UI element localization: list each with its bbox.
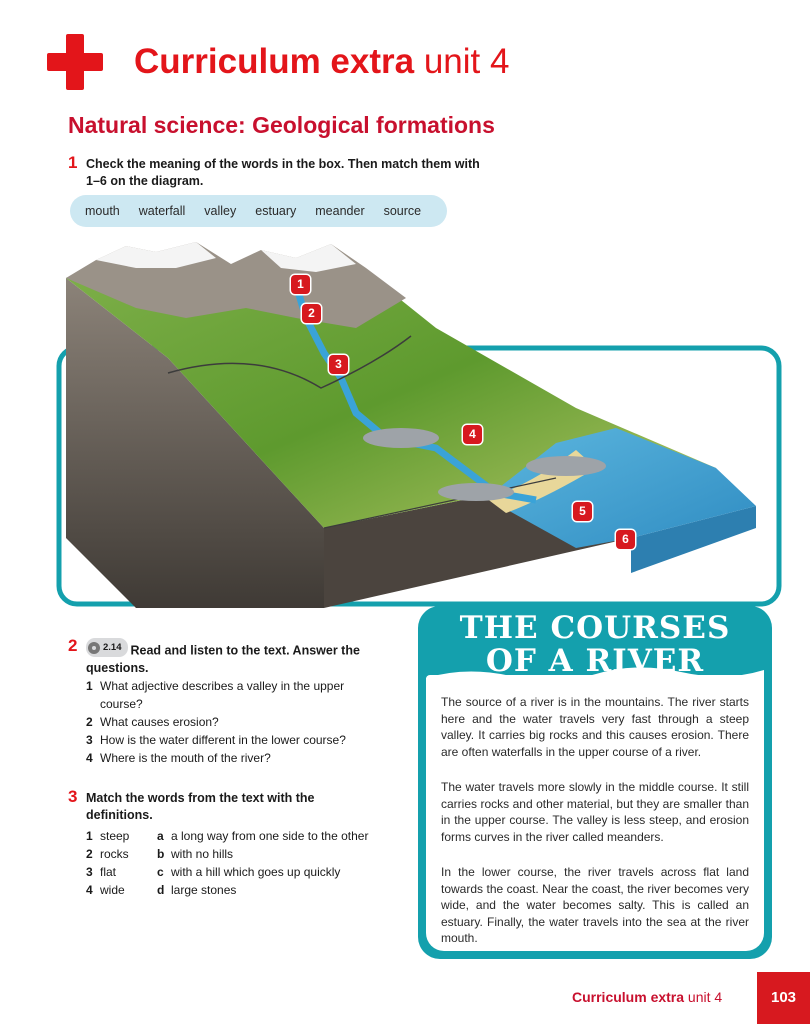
diagram-marker-4: 4 [463,425,482,444]
word-box-item: valley [204,204,237,218]
exercise-3-number: 3 [68,787,78,806]
river-diagram [56,238,786,608]
match-word: 3 flat [86,865,117,879]
page-title: Curriculum extra unit 4 [134,42,510,81]
exercise-1-number: 1 [68,153,78,172]
page-number: 103 [757,972,810,1024]
match-definition: b with no hills [157,847,234,861]
audio-track-badge[interactable]: 2.14 [86,638,128,657]
cd-icon [88,642,100,654]
reading-paragraph: The source of a river is in the mountains. The river starts here and the water travels very fast through a steep valley. It carries big rocks and this causes erosion. There are often waterfalls in the upper course of a river. [441,695,749,759]
question-item: 3 How is the water different in the lower course? [86,733,346,747]
exercise-1-instructions: Check the meaning of the words in the box. Then match them with 1–6 on the diagram. [86,157,480,188]
match-definition: c with a hill which goes up quickly [157,865,341,879]
word-box-item: source [383,204,422,218]
match-word: 2 rocks [86,847,129,861]
exercise-2-number: 2 [68,636,78,655]
diagram-marker-2: 2 [302,304,321,323]
word-box-item: meander [315,204,365,218]
diagram-marker-1: 1 [291,275,310,294]
plus-icon-bar [47,53,103,71]
match-definition: a a long way from one side to the other [157,829,369,843]
exercise-3-instructions: Match the words from the text with the definitions. [86,791,315,822]
word-box [70,195,447,227]
diagram-marker-3: 3 [329,355,348,374]
word-box-item: estuary [255,204,297,218]
reading-title: THE COURSES OF A RIVER [459,610,731,679]
reading-paragraph: The water travels more slowly in the middle course. It still carries rocks and other material, but they are smaller than in the upper course. The valley is less steep, and erosion forms curves in the river called meanders. [441,780,749,844]
question-item: 1 What adjective describes a valley in the upper [86,679,345,693]
question-item: course? [100,697,143,711]
word-box-item: waterfall [138,204,186,218]
question-item: 4 Where is the mouth of the river? [86,751,271,765]
word-box-item: mouth [85,204,120,218]
landscape-illustration [56,238,786,608]
diagram-marker-6: 6 [616,530,635,549]
question-item: 2 What causes erosion? [86,715,219,729]
reading-paragraph: In the lower course, the river travels across flat land towards the coast. Near the coast, the river becomes very wide, and the water becomes salty. This is called an estuary. Finally, the water travels into the sea at the river mouth. [441,865,749,945]
match-word: 4 wide [86,883,125,897]
section-subtitle: Natural science: Geological formations [68,112,495,138]
footer-label: Curriculum extra unit 4 [572,989,723,1005]
match-word: 1 steep [86,829,130,843]
exercise-2-instructions: 2.14 Read and listen to the text. Answer the questions. [86,638,406,677]
diagram-marker-5: 5 [573,502,592,521]
match-definition: d large stones [157,883,237,897]
